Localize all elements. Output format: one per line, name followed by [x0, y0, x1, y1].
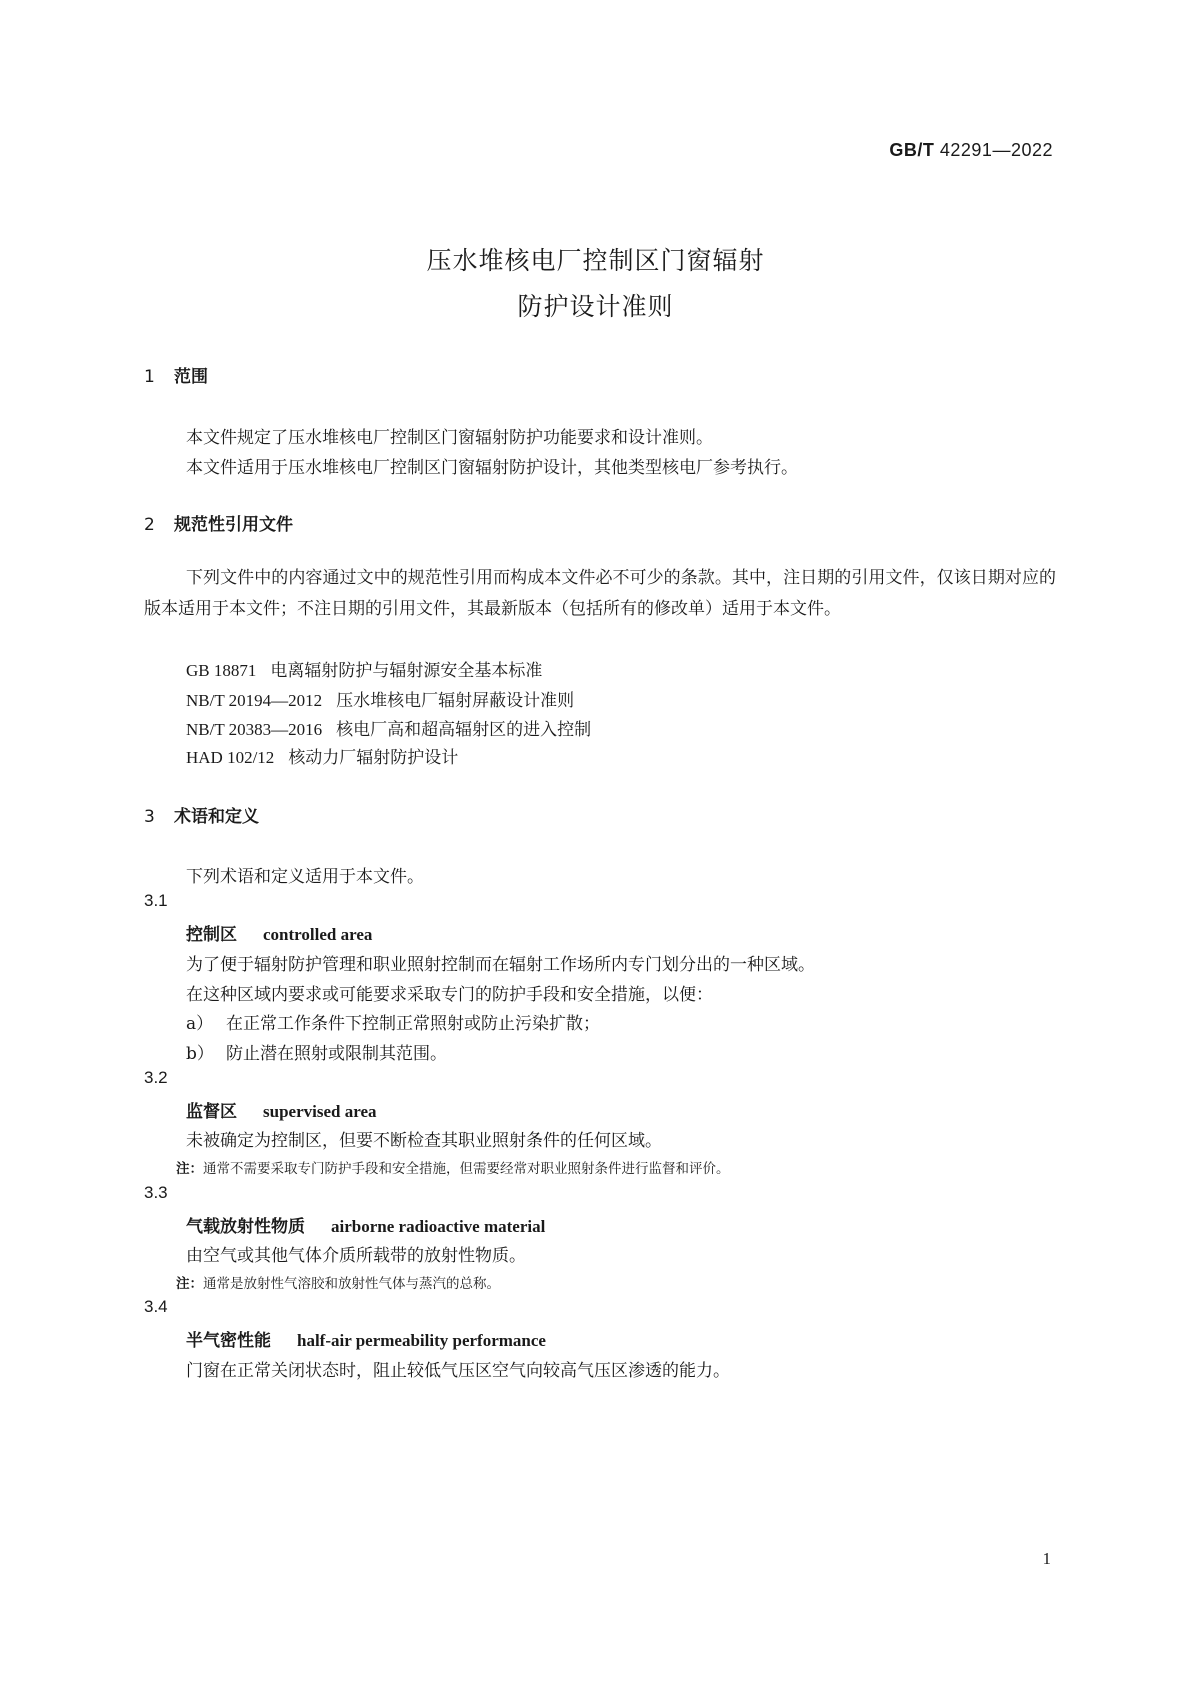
- term-en: airborne radioactive material: [331, 1217, 546, 1236]
- terms-intro: 下列术语和定义适用于本文件。: [186, 867, 424, 887]
- reference-item: [186, 715, 591, 740]
- list-text: 在正常工作条件下控制正常照射或防止污染扩散；: [226, 1014, 600, 1034]
- term-zh: 半气密性能: [186, 1331, 271, 1351]
- term-definition: 为了便于辐射防护管理和职业照射控制而在辐射工作场所内专门划分出的一种区域。: [186, 955, 815, 975]
- reference-code: GB 18871: [186, 661, 257, 680]
- standard-prefix: GB/T: [889, 140, 935, 160]
- references-intro: 下列文件中的内容通过文中的规范性引用而构成本文件必不可少的条款。其中，注日期的引用文件，仅该日期对应的版本适用于本文件；不注日期的引用文件，其最新版本（包括所有的修改单）适用于本文件。: [144, 568, 1056, 619]
- document-title: [0, 238, 1191, 330]
- reference-title: 核电厂高和超高辐射区的进入控制: [336, 720, 592, 740]
- scope-paragraph-1: 本文件规定了压水堆核电厂控制区门窗辐射防护功能要求和设计准则。: [186, 428, 713, 448]
- term-note: [176, 1272, 500, 1292]
- term-definition: 门窗在正常关闭状态时，阻止较低气压区空气向较高气压区渗透的能力。: [186, 1361, 730, 1381]
- section-3-heading: [144, 802, 259, 827]
- term-en: supervised area: [263, 1102, 377, 1121]
- scope-paragraph-2: 本文件适用于压水堆核电厂控制区门窗辐射防护设计，其他类型核电厂参考执行。: [186, 458, 798, 478]
- term-heading: [186, 1326, 546, 1351]
- term-zh: 气载放射性物质: [186, 1217, 305, 1237]
- term-number: 3.3: [144, 1183, 168, 1202]
- section-2-heading: [144, 510, 293, 535]
- reference-item: [186, 656, 542, 681]
- note-text: 通常不需要采取专门防护手段和安全措施，但需要经常对职业照射条件进行监督和评价。: [203, 1161, 730, 1177]
- term-heading: [186, 1097, 377, 1122]
- section-1-heading: [144, 362, 208, 387]
- term-definition: 未被确定为控制区，但要不断检查其职业照射条件的任何区域。: [186, 1131, 662, 1151]
- section-number: 3: [144, 807, 155, 827]
- section-number: 1: [144, 367, 155, 387]
- list-label: a）: [186, 1014, 214, 1034]
- reference-item: [186, 686, 574, 711]
- note-label: 注：: [176, 1276, 203, 1292]
- term-note: [176, 1157, 730, 1177]
- list-item: [186, 1039, 447, 1064]
- title-line-1: 压水堆核电厂控制区门窗辐射: [426, 246, 765, 275]
- section-title: 规范性引用文件: [174, 515, 293, 535]
- title-line-2: 防护设计准则: [517, 292, 674, 321]
- note-label: 注：: [176, 1161, 203, 1177]
- reference-title: 压水堆核电厂辐射屏蔽设计准则: [336, 691, 575, 711]
- list-item: [186, 1009, 600, 1034]
- term-en: half-air permeability performance: [297, 1331, 546, 1350]
- term-number: 3.1: [144, 891, 168, 910]
- standard-code: 42291—2022: [939, 140, 1053, 160]
- term-heading: [186, 1212, 545, 1237]
- term-definition: 由空气或其他气体介质所载带的放射性物质。: [186, 1246, 526, 1266]
- reference-code: HAD 102/12: [186, 748, 275, 767]
- reference-title: 电离辐射防护与辐射源安全基本标准: [270, 661, 543, 681]
- term-heading: [186, 920, 372, 945]
- reference-code: NB/T 20194—2012: [186, 691, 323, 710]
- term-zh: 监督区: [186, 1102, 237, 1122]
- term-definition: 在这种区域内要求或可能要求采取专门的防护手段和安全措施，以便：: [186, 985, 713, 1005]
- section-title: 范围: [174, 367, 208, 387]
- standard-number-header: [889, 140, 1053, 161]
- section-title: 术语和定义: [174, 807, 259, 827]
- note-text: 通常是放射性气溶胶和放射性气体与蒸汽的总称。: [203, 1276, 500, 1292]
- term-number: 3.2: [144, 1068, 168, 1087]
- reference-code: NB/T 20383—2016: [186, 720, 323, 739]
- list-label: b）: [186, 1044, 214, 1064]
- page-number: 1: [1042, 1549, 1051, 1568]
- list-text: 防止潜在照射或限制其范围。: [226, 1044, 447, 1064]
- reference-title: 核动力厂辐射防护设计: [288, 748, 459, 768]
- section-number: 2: [144, 515, 155, 535]
- term-zh: 控制区: [186, 925, 237, 945]
- term-number: 3.4: [144, 1297, 168, 1316]
- term-en: controlled area: [263, 925, 373, 944]
- reference-item: [186, 743, 458, 768]
